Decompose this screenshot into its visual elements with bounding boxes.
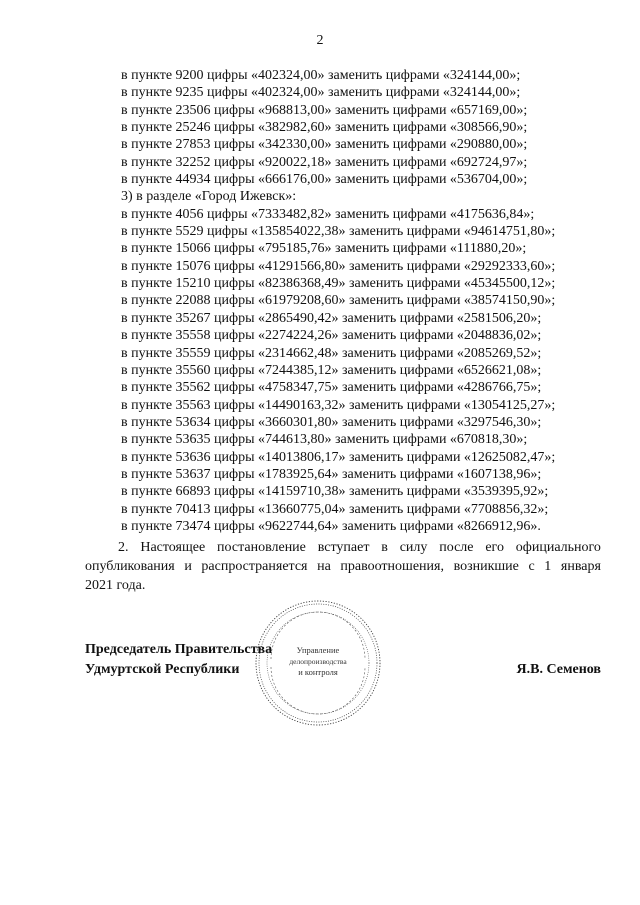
amendment-line: в пункте 25246 цифры «382982,60» заменить цифрами «308566,90»; [121, 120, 528, 136]
word: силу [399, 540, 428, 555]
amendment-line: в пункте 15066 цифры «795185,76» заменить цифрами «111880,20»; [121, 241, 527, 257]
amendment-line: в пункте 73474 цифры «9622744,64» заменить цифрами «8266912,96». [121, 518, 541, 534]
amendment-line: в пункте 23506 цифры «968813,00» заменить цифрами «657169,00»; [121, 102, 528, 118]
page-number: 2 [316, 33, 324, 48]
official-stamp [254, 599, 382, 727]
word: 1 [544, 559, 552, 574]
closing-paragraph [85, 538, 601, 595]
amendment-line: в пункте 35560 цифры «7244385,12» заменить цифрами «6526621,08»; [121, 362, 542, 378]
word: официального [515, 540, 601, 555]
word: на [317, 559, 331, 574]
signatory-name: Я.В. Семенов [516, 662, 601, 677]
amendment-line: в пункте 35562 цифры «4758347,75» заменить цифрами «4286766,75»; [121, 380, 542, 396]
paragraph-line: 2021 года. [85, 578, 146, 593]
signatory-title [85, 640, 272, 680]
word: опубликования [85, 559, 175, 574]
word: его [485, 540, 504, 555]
stamp-text: Управление [296, 645, 340, 655]
amendment-line: в пункте 35267 цифры «2865490,42» заменить цифрами «2581506,20»; [121, 310, 542, 326]
amendment-line: в пункте 4056 цифры «7333482,82» заменить цифрами «4175636,84»; [121, 206, 535, 222]
amendment-line: в пункте 9235 цифры «402324,00» заменить цифрами «324144,00»; [121, 85, 521, 101]
word: 2. [118, 540, 129, 555]
word: Настоящее [140, 540, 206, 555]
amendment-line: в пункте 53637 цифры «1783925,64» заменить цифрами «1607138,96»; [121, 466, 542, 482]
word: после [439, 540, 474, 555]
word: распространяется [201, 559, 308, 574]
amendment-line: в пункте 44934 цифры «666176,00» заменить цифрами «536704,00»; [121, 172, 528, 188]
amendment-line: в пункте 53636 цифры «14013806,17» заменить цифрами «12625082,47»; [121, 449, 556, 465]
section-heading: 3) в разделе «Город Ижевск»: [121, 189, 297, 205]
amendment-list [121, 67, 601, 535]
amendment-line: в пункте 22088 цифры «61979208,60» заменить цифрами «38574150,90»; [121, 293, 556, 309]
amendment-line: в пункте 15076 цифры «41291566,80» заменить цифрами «29292333,60»; [121, 258, 556, 274]
amendment-line: в пункте 70413 цифры «13660775,04» заменить цифрами «7708856,32»; [121, 501, 549, 517]
amendment-line: в пункте 5529 цифры «135854022,38» заменить цифрами «94614751,80»; [121, 224, 556, 240]
word: и [184, 559, 192, 574]
amendment-line: в пункте 66893 цифры «14159710,38» заменить цифрами «3539395,92»; [121, 484, 549, 500]
amendment-line: в пункте 15210 цифры «82386368,49» заменить цифрами «45345500,12»; [121, 276, 556, 292]
amendment-line: в пункте 35559 цифры «2314662,48» заменить цифрами «2085269,52»; [121, 345, 542, 361]
paragraph-line [85, 538, 601, 557]
word: правоотношения, [340, 559, 444, 574]
stamp-text: делопроизводства [289, 657, 347, 666]
amendment-line: в пункте 53635 цифры «744613,80» заменить цифрами «670818,30»; [121, 432, 528, 448]
word: в [381, 540, 388, 555]
amendment-line: в пункте 53634 цифры «3660301,80» заменить цифрами «3297546,30»; [121, 414, 542, 430]
word: возникшие [453, 559, 519, 574]
amendment-line: в пункте 35558 цифры «2274224,26» заменить цифрами «2048836,02»; [121, 328, 542, 344]
word: постановление [217, 540, 306, 555]
signatory-title-line: Председатель Правительства [85, 642, 273, 657]
word: вступает [317, 540, 370, 555]
amendment-line: в пункте 9200 цифры «402324,00» заменить цифрами «324144,00»; [121, 68, 521, 83]
paragraph-line [85, 557, 601, 576]
signatory-title-line: Удмуртской Республики [85, 662, 240, 677]
amendment-line: в пункте 35563 цифры «14490163,32» заменить цифрами «13054125,27»; [121, 397, 556, 413]
amendment-line: в пункте 27853 цифры «342330,00» заменить цифрами «290880,00»; [121, 137, 528, 153]
word: с [528, 559, 535, 574]
stamp-text: и контроля [298, 667, 338, 677]
amendment-line: в пункте 32252 цифры «920022,18» заменить цифрами «692724,97»; [121, 154, 528, 170]
word: января [560, 559, 601, 574]
